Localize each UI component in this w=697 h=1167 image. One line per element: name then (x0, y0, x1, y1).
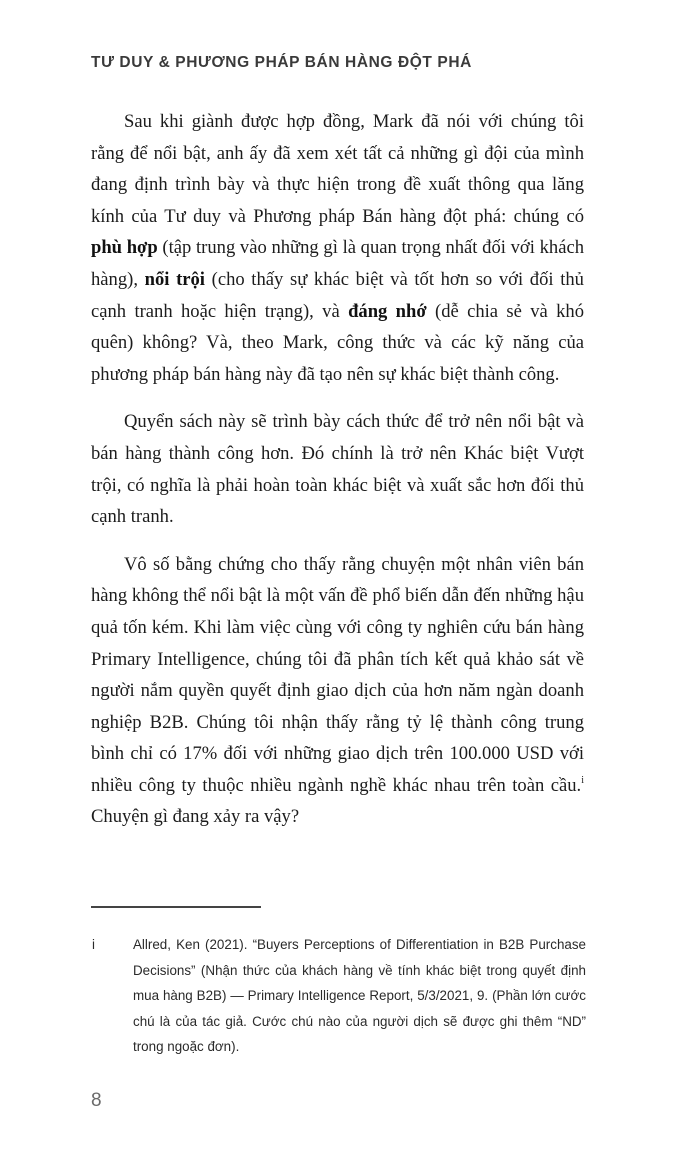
paragraph-1 (91, 106, 584, 390)
bold-term-outstanding: nổi trội (144, 268, 205, 290)
bold-term-memorable: đáng nhớ (348, 300, 427, 322)
paragraph-1-text-2: (tập trung vào những gì là quan trọng nhất đối với khách hàng), (91, 237, 584, 290)
paragraph-2: Quyển sách này sẽ trình bày cách thức để trở nên nổi bật và bán hàng thành công hơn. Đó chính là trở nên Khác biệt Vượt trội, có nghĩa là phải hoàn toàn khác biệt và xuất sắc hơn đối thủ cạnh tranh. (91, 411, 584, 528)
page-number: 8 (91, 1090, 102, 1111)
paragraph-3-text-1: Vô số bằng chứng cho thấy rằng chuyện một nhân viên bán hàng không thể nổi bật là một vấn đề phổ biến dẫn đến những hậu quả tốn kém. Khi làm việc cùng với công ty nghiên cứu bán hàng Primary Intelligence, chúng tôi đã phân tích kết quả khảo sát về người nắm quyền quyết định giao dịch của hơn năm ngàn doanh nghiệp B2B. Chúng tôi nhận thấy rằng tỷ lệ thành công trung bình chỉ có 17% đối với những giao dịch trên 100.000 USD với nhiều công ty thuộc nhiều ngành nghề khác nhau trên toàn cầu. (91, 553, 584, 796)
paragraph-1-text-3: (cho thấy sự khác biệt và tốt hơn so với đối thủ cạnh tranh hoặc hiện trạng), và (91, 268, 584, 322)
paragraph-1-text-1: Sau khi giành được hợp đồng, Mark đã nói với chúng tôi rằng để nổi bật, anh ấy đã xem xét tất cả những gì đội của mình đang định trình bày và thực hiện trong đề xuất thông qua lăng kính của Tư duy và Phương pháp Bán hàng đột phá: chúng có (91, 111, 584, 227)
footnote-text: Allred, Ken (2021). “Buyers Perceptions of Differentiation in B2B Purchase Decisions” (Nhận thức của khách hàng về tính khác biệt trong quyết định mua hàng B2B) — Primary Intelligence Report, 5/3/2021, 9. (Phần lớn cước chú là của tác giả. Cước chú nào của người dịch sẽ được ghi thêm “ND” trong ngoặc đơn). (133, 937, 586, 1055)
paragraph-3 (91, 549, 584, 833)
body-text (91, 106, 584, 833)
bold-term-relevant: phù hợp (91, 237, 158, 259)
footnote (91, 932, 586, 1060)
paragraph-3-text-2: Chuyện gì đang xảy ra vậy? (91, 806, 300, 828)
footnote-reference[interactable]: i (581, 774, 584, 786)
paragraph-1-text-4: (dễ chia sẻ và khó quên) không? Và, theo Mark, công thức và các kỹ năng của phương pháp bán hàng này đã tạo nên sự khác biệt thành công. (91, 300, 584, 385)
footnote-divider (91, 906, 261, 908)
running-header: TƯ DUY & PHƯƠNG PHÁP BÁN HÀNG ĐỘT PHÁ (91, 54, 472, 71)
footnote-marker: i (92, 937, 95, 952)
